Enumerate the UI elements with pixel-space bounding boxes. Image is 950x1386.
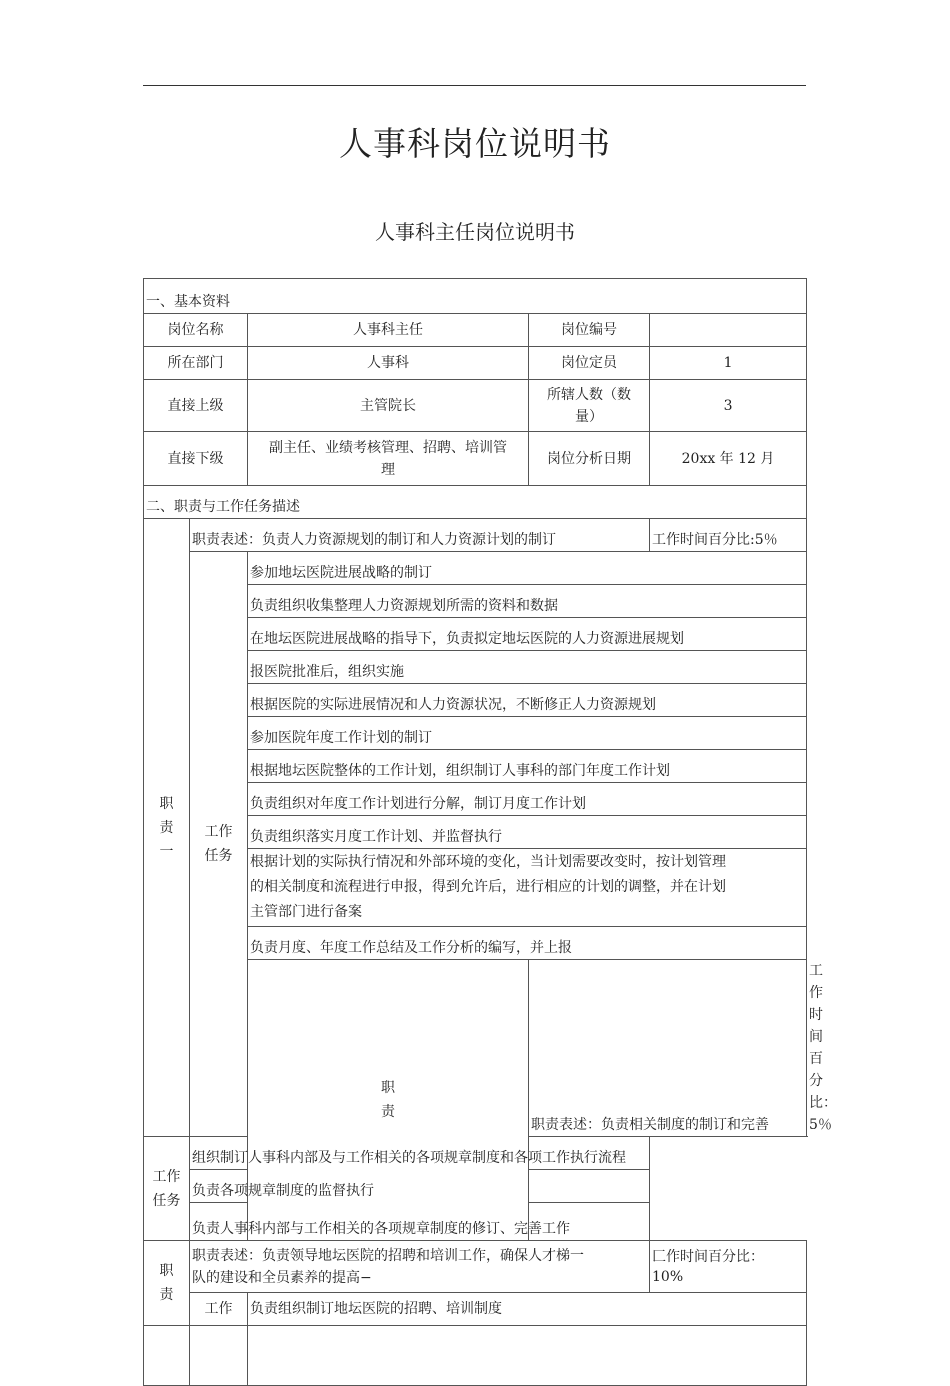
duty-1-task: 报医院批准后，组织实施 [248,651,807,684]
value-analysis-date: 20xx 年 12 月 [650,432,807,486]
section-basic-info: 一、基本资料 [144,279,807,314]
duty-1-task: 负责组织收集整理人力资源规划所需的资料和数据 [248,585,807,618]
duty-3-description [190,1241,650,1293]
duty-3-time-percent-line2: 10% [652,1269,684,1285]
value-headcount: 1 [650,347,807,380]
label-department: 所在部门 [144,347,248,380]
duty-1-task: 负责组织落实月度工作计划、并监督执行 [248,816,807,849]
header-rule [143,85,806,86]
duty-1-task: 负责月度、年度工作总结及工作分析的编写，并上报 [248,927,807,960]
duty-1-task-long-line3: 主管部门进行备案 [250,904,362,920]
document-title: 人事科岗位说明书 [339,124,611,163]
duty-1-task: 参加医院年度工作计划的制订 [248,717,807,750]
duty-1-label-char2: 责 [159,819,174,836]
label-subordinate-count-line2: 量） [575,408,603,425]
duty-1-label [144,519,190,1137]
label-subordinate-count-line1: 所辖人数（数 [547,386,631,403]
job-description-table: 一、基本资料 岗位名称 人事科主任 岗位编号 所在部门 人事科 岗位定员 1 直接上级 主管院长 所辖人数（数 量） 3 直接下级 副主任、业绩考核管理、招聘、培训管 理 岗位分析日期 20xx 年 12 月 二、职责与工作任务描述 职 责 一 职责表述：负责人力资源规划的制订和人力资源计划的制订 工作时间百分比:5％ 工作 任务 参加地坛医院进展战略的制订 负责组织收集整理人力资源规划所需的资料和数据 在地坛医院进展战略的指导下，负责拟定地坛医院的人力资源进展规划 报医院批准后，组织实施 根据医院的实际进展情况和人力资源状况，不断修正人力资源规划 参加医院年度工作计划的制订 根据地坛医院整体的工作计划，组织制订人事科的部门年度工作计划 负责组织对年度工作计划进行分解，制订月度工作计划 负责组织落实月度工作计划、并监督执行 根据计划的实际执行情况和外部环境的变化，当计划需要改变时，按计划管理 的相关制度和流程进行申报，得到允许后，进行相应的计划的调整，并在计划 主管部门进行备案 负责月度、年度工作总结及工作分析的编写，并上报 职 责 职责表述：负责相关制度的制订和完善 工作时间百分比：5％ 工作 任务 组织制订人事科内部及与工作相关的各项规章制度和各项工作执行流程 负责各项规章制度的监督执行 负责人事科内部与工作相关的各项规章制度的修订、完善工作 职 责 职责表述：负责领导地坛医院的招聘和培训工作，确保人才梯一 队的建设和全员素养的提高− 匚作时间百分比： 10% 工作 负责组织制订地坛医院的招聘、培训制度 [143,278,807,1386]
duty-3-label-char2: 责 [159,1287,174,1303]
duty-1-task: 根据医院的实际进展情况和人力资源状况，不断修正人力资源规划 [248,684,807,717]
duty-1-label-char3: 一 [159,843,174,860]
section-duties: 二、职责与工作任务描述 [144,486,807,519]
label-position-name: 岗位名称 [144,314,248,347]
duty-3-time-percent [650,1241,807,1293]
duty-3-task-continuation [248,1326,807,1386]
value-subordinate-count: 3 [650,380,807,432]
duty-3-task: 负责组织制订地坛医院的招聘、培训制度 [248,1293,807,1326]
value-direct-subordinates [248,432,529,486]
duty-1-label-char1: 职 [159,795,174,812]
value-direct-subordinates-line2: 理 [381,461,395,478]
duty-2-task: 负责各项规章制度的监督执行 [190,1170,650,1203]
duty-1-task: 在地坛医院进展战略的指导下，负责拟定地坛医院的人力资源进展规划 [248,618,807,651]
duty-3-time-percent-line1: 匚作时间百分比： [652,1249,764,1265]
label-direct-superior: 直接上级 [144,380,248,432]
label-analysis-date: 岗位分析日期 [529,432,650,486]
duty-3-description-line2: 队的建设和全员素养的提高− [192,1269,372,1286]
duty-1-task: 参加地坛医院进展战略的制订 [248,552,807,585]
duty-3-description-line1: 职责表述：负责领导地坛医院的招聘和培训工作，确保人才梯一 [192,1247,584,1264]
duty-3-label [144,1241,190,1326]
document-subtitle: 人事科主任岗位说明书 [375,220,575,244]
job-description-table-frame [143,278,838,1317]
duty-2-label-char1: 职 [381,1080,395,1096]
duty-1-tasks-label-line2: 任务 [204,848,233,864]
duty-2-task: 组织制订人事科内部及与工作相关的各项规章制度和各项工作执行流程 [190,1137,650,1170]
duty-2-tasks-label-line1: 工作 [152,1168,181,1185]
value-direct-superior: 主管院长 [248,380,529,432]
label-subordinate-count [529,380,650,432]
label-direct-subordinates: 直接下级 [144,432,248,486]
duty-2-tasks-label [144,1137,190,1241]
duty-1-tasks-label [190,552,248,1137]
duty-1-task-long-line1: 根据计划的实际执行情况和外部环境的变化，当计划需要改变时，按计划管理 [250,854,726,870]
duty-1-description: 职责表述：负责人力资源规划的制订和人力资源计划的制订 [190,519,650,552]
duty-3-label-char1: 职 [159,1263,174,1279]
duty-3-label-continuation [144,1326,190,1386]
duty-2-tasks-label-line2: 任务 [152,1192,181,1209]
duty-1-tasks-label-line1: 工作 [204,824,233,840]
value-position-code [650,314,807,347]
duty-1-time-percent: 工作时间百分比:5％ [650,519,807,552]
value-direct-subordinates-line1: 副主任、业绩考核管理、招聘、培训管 [269,439,507,456]
value-position-name: 人事科主任 [248,314,529,347]
duty-2-label-char2: 责 [381,1104,395,1120]
duty-3-tasks-label-continuation [190,1326,248,1386]
duty-1-task: 负责组织对年度工作计划进行分解，制订月度工作计划 [248,783,807,816]
label-position-code: 岗位编号 [529,314,650,347]
duty-1-task-long-line2: 的相关制度和流程进行申报，得到允许后，进行相应的计划的调整，并在计划 [250,879,726,895]
duty-2-description: 职责表述：负责相关制度的制订和完善 [529,960,807,1137]
duty-3-tasks-label: 工作 [190,1293,248,1326]
duty-1-task: 根据地坛医院整体的工作计划，组织制订人事科的部门年度工作计划 [248,750,807,783]
duty-2-task: 负责人事科内部与工作相关的各项规章制度的修订、完善工作 [190,1203,650,1241]
label-headcount: 岗位定员 [529,347,650,380]
value-department: 人事科 [248,347,529,380]
duty-1-task-long [248,849,807,927]
